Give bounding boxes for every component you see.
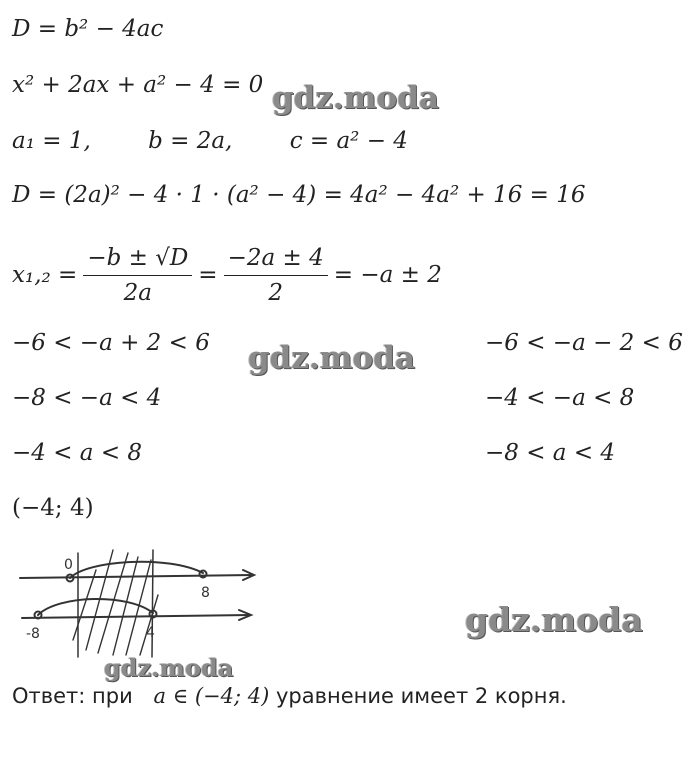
top-axis-line [20,575,253,578]
watermark-1: gdz.moda [272,80,439,116]
bottom-label-4: 4 [146,625,155,641]
equals-sign: = [198,262,218,288]
top-label-8: 8 [201,585,210,601]
top-label-0: 0 [64,557,73,573]
coef-a: a₁ = 1, [12,128,91,154]
watermark-4: gdz.moda [104,653,234,682]
quadratic-equation [12,74,263,97]
left-inequality-1: −6 < −a + 2 < 6 [12,330,210,356]
coef-c: c = a² − 4 [289,128,408,154]
roots-fraction-general-numerator: −b ± √D [83,245,192,276]
left-inequality-3: −4 < a < 8 [12,440,143,466]
answer-condition: a ∈ (−4; 4) [153,684,270,708]
watermark-3: gdz.moda [465,600,643,639]
answer-suffix: уравнение имеет 2 корня. [276,684,567,708]
discriminant-formula [12,18,163,41]
roots-fraction-general-denominator: 2a [123,279,152,306]
roots-result: = −a ± 2 [333,262,442,288]
answer-line [12,684,567,708]
quadratic-equation-text: x² + 2ax + a² − 4 = 0 [12,72,264,98]
number-line-sketch [18,545,268,665]
right-inequality-2: −4 < −a < 8 [485,385,635,411]
roots-formula [12,238,442,312]
roots-fraction-substituted-denominator: 2 [268,279,283,306]
right-inequality-1: −6 < −a − 2 < 6 [485,330,683,356]
discriminant-calculation-text: D = (2a)² − 4 · 1 · (a² − 4) = 4a² − 4a² + 16 = 16 [12,182,586,208]
roots-fraction-general [83,245,192,306]
coefficients-row [12,130,408,153]
bottom-label-minus8: -8 [26,626,40,642]
discriminant-calculation [12,184,586,207]
roots-lhs: x₁,₂ = [12,262,78,288]
roots-fraction-substituted-numerator: −2a ± 4 [224,245,328,276]
discriminant-formula-text: D = b² − 4ac [12,16,164,42]
roots-fraction-substituted [224,245,328,306]
left-inequality-2: −8 < −a < 4 [12,385,162,411]
coef-b: b = 2a, [148,128,233,154]
right-inequality-3: −8 < a < 4 [485,440,616,466]
interval-result: (−4; 4) [12,495,94,521]
watermark-2: gdz.moda [248,340,415,376]
answer-prefix: Ответ: при [12,684,133,708]
